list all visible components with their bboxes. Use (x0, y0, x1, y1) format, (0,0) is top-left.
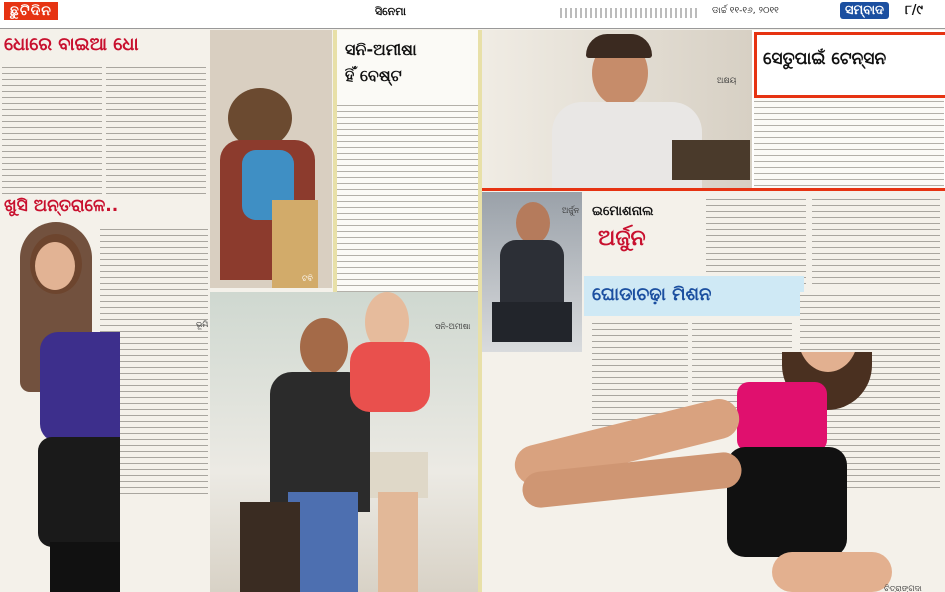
article-dhore (0, 32, 210, 192)
body-text (812, 196, 940, 286)
article-sunny (333, 30, 482, 292)
headline: ଅର୍ଜୁନ (598, 226, 646, 251)
body-text (2, 64, 102, 199)
body-text (754, 98, 944, 188)
headline: ଘୋଡାଚଢ଼ା ମିଶନ (592, 284, 712, 305)
photo-akshay (482, 30, 752, 188)
photo-tabi (210, 30, 332, 288)
issue-date: ଡାର୍ଚ୍ଚ ୧୧-୧୬, ୨୦୧୧ (712, 6, 779, 16)
headline: ଇମୋଶନାଲ (592, 204, 654, 219)
photo-caption: ଅର୍ଜୁନ (562, 206, 580, 215)
red-divider (482, 188, 945, 191)
newspaper-brand: ସମ୍ବାଦ (840, 2, 889, 19)
section-logo: ଛୁଟିଦିନ (4, 2, 58, 20)
photo-bhumi (0, 222, 120, 592)
photo-chitrangada (482, 352, 945, 592)
photo-caption: ଚିତ୍ରାଙ୍ଗଦା (884, 584, 922, 592)
photo-caption: ସନି-ଅମୀଷା (435, 322, 471, 331)
headline: ଖୁସି ଅନ୍ତରାଳେ.. (4, 196, 119, 216)
headline-box (754, 32, 945, 98)
photo-sunny-amisha (210, 292, 478, 592)
photo-arjun (482, 192, 582, 352)
page-number: ୮/୯ (905, 3, 923, 18)
section-title: ସିନେମା (375, 5, 406, 18)
page-header (0, 0, 945, 29)
photo-caption-bhumi: ଭୂମି (196, 320, 209, 329)
photo-caption: ଟବି (302, 274, 313, 283)
headline: ସନି-ଅମୀଷା (345, 40, 417, 59)
body-text (706, 196, 806, 286)
header-divider (560, 8, 700, 18)
headline: ଧୋରେ ବାଇଆ ଧୋ (4, 34, 139, 55)
headline: ହିଁ ବେଷ୍ଟ (345, 66, 402, 85)
article-setu (482, 30, 945, 188)
mission-headline-box (584, 276, 804, 316)
headline: ସେତୁପାଇଁ ଟେନ୍‌ସନ (763, 49, 887, 69)
photo-caption: ଅକ୍ଷୟ (717, 76, 737, 85)
body-text (106, 64, 206, 199)
headline-box (337, 30, 482, 100)
arjun-headline-block (584, 196, 704, 266)
